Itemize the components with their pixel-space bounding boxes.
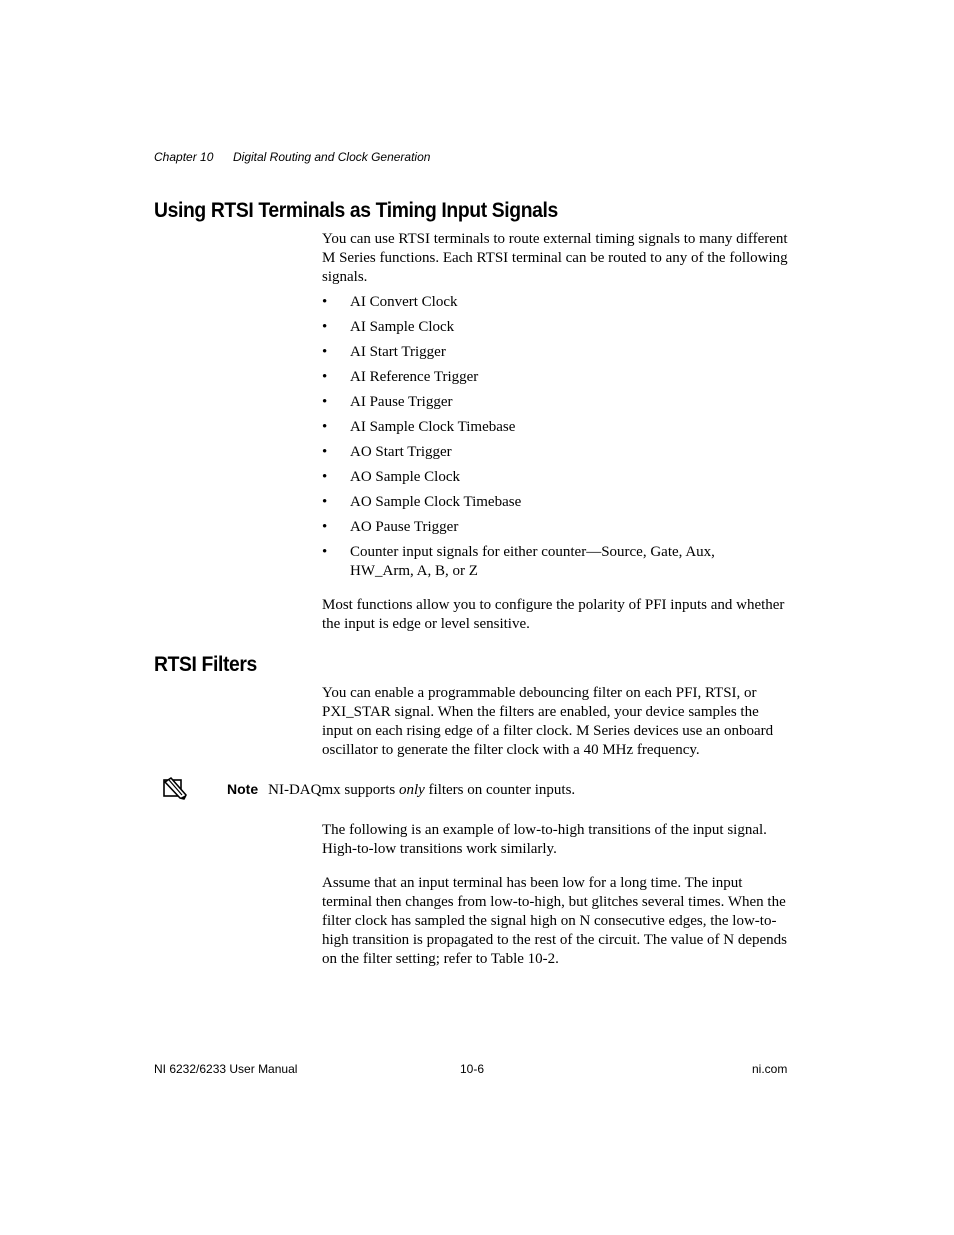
bullet-icon: •	[322, 519, 328, 535]
note-label: Note	[227, 781, 259, 797]
glitch-explanation-paragraph: Assume that an input terminal has been low for a long time. The input terminal then changes from low-to-high, but glitches several times. When the filter clock has sampled the signal high on N consecutive edges, the low-to-high transition is propagated to the rest of the circuit. The value of N depends on the filter setting; refer to Table 10-2.	[322, 875, 788, 967]
list-item: • AI Start Trigger	[322, 344, 446, 360]
bullet-icon: •	[322, 544, 328, 560]
bullet-icon: •	[322, 369, 328, 385]
list-item: • AI Sample Clock	[322, 319, 455, 335]
bullet-icon: •	[322, 319, 328, 335]
chapter-number: Chapter 10	[154, 150, 214, 164]
section-rtsi-timing-body	[322, 230, 792, 634]
list-item: • AI Reference Trigger	[322, 369, 479, 385]
section-rtsi-filters-body-continued	[322, 821, 792, 969]
bullet-icon: •	[322, 294, 328, 310]
note-text: NI-DAQmx supports only filters on counter inputs.	[268, 782, 576, 798]
list-item: • AI Convert Clock	[322, 294, 458, 310]
transition-example-paragraph: The following is an example of low-to-high transitions of the input signal. High-to-low transitions work similarly.	[322, 822, 767, 857]
list-item: • Counter input signals for either counter—Source, Gate, Aux, HW_Arm, A, B, or Z	[322, 544, 715, 579]
bullet-icon: •	[322, 469, 328, 485]
bullet-icon: •	[322, 444, 328, 460]
filters-intro-paragraph: You can enable a programmable debouncing filter on each PFI, RTSI, or PXI_STAR signal. When the filters are enabled, your device samples the input on each rising edge of a filter clock. M Series devices use an onboard oscillator to generate the filter clock with a 40 MHz frequency.	[322, 685, 774, 758]
note-callout	[227, 781, 575, 799]
section-heading-rtsi-timing: Using RTSI Terminals as Timing Input Signals	[154, 199, 558, 222]
intro-paragraph: You can use RTSI terminals to route external timing signals to many different M Series functions. Each RTSI terminal can be routed to any of the following signals.	[322, 231, 788, 285]
bullet-icon: •	[322, 394, 328, 410]
list-item: • AI Pause Trigger	[322, 394, 453, 410]
bullet-icon: •	[322, 344, 328, 360]
footer-website: ni.com	[752, 1062, 788, 1076]
note-pencil-icon	[161, 775, 189, 803]
list-item: • AO Sample Clock	[322, 469, 460, 485]
section-rtsi-filters-body	[322, 684, 792, 760]
chapter-title: Digital Routing and Clock Generation	[233, 150, 431, 164]
section-heading-rtsi-filters: RTSI Filters	[154, 653, 257, 676]
signal-list	[322, 293, 792, 581]
list-item: • AO Pause Trigger	[322, 519, 459, 535]
footer-manual-title: NI 6232/6233 User Manual	[154, 1062, 298, 1076]
running-header	[154, 150, 430, 164]
footer-page-number: 10-6	[460, 1062, 485, 1076]
list-item: • AI Sample Clock Timebase	[322, 419, 516, 435]
list-item: • AO Start Trigger	[322, 444, 452, 460]
closing-paragraph: Most functions allow you to configure the polarity of PFI inputs and whether the input is edge or level sensitive.	[322, 597, 785, 632]
list-item: • AO Sample Clock Timebase	[322, 494, 522, 510]
bullet-icon: •	[322, 494, 328, 510]
bullet-icon: •	[322, 419, 328, 435]
